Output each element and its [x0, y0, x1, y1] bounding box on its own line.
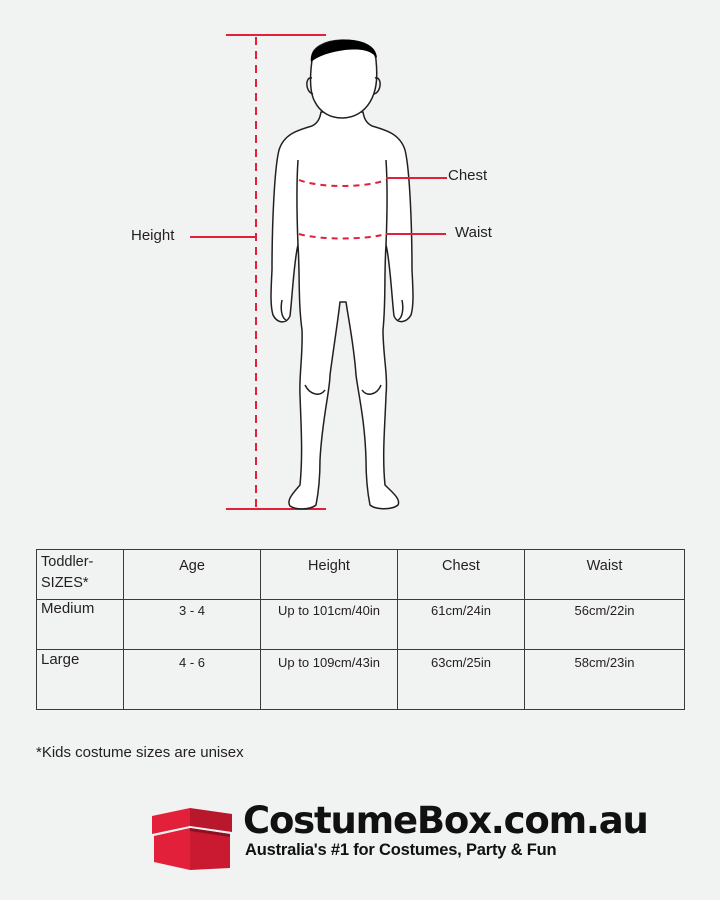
header-height: Height: [261, 550, 398, 600]
row-chest: 63cm/25in: [398, 650, 525, 710]
size-chart-table: [36, 549, 685, 710]
unisex-footnote: *Kids costume sizes are unisex: [36, 744, 244, 761]
waist-label: Waist: [455, 224, 492, 241]
header-chest: Chest: [398, 550, 525, 600]
child-body-outline: [271, 40, 413, 509]
height-label: Height: [131, 227, 175, 244]
row-height: Up to 109cm/43in: [261, 650, 398, 710]
row-height: Up to 101cm/40in: [261, 600, 398, 650]
table-row: [37, 600, 685, 650]
row-age: 4 - 6: [124, 650, 261, 710]
header-waist: Waist: [525, 550, 685, 600]
row-chest: 61cm/24in: [398, 600, 525, 650]
header-size-line2: SIZES*: [41, 575, 89, 591]
brand-tagline: Australia's #1 for Costumes, Party & Fun: [245, 841, 557, 859]
row-waist: 56cm/22in: [525, 600, 685, 650]
brand-name: CostumeBox.com.au: [243, 799, 648, 842]
row-size: Large: [37, 650, 124, 710]
table-header-row: [37, 550, 685, 600]
row-size: Medium: [37, 600, 124, 650]
chest-label: Chest: [448, 167, 488, 184]
table-row: [37, 650, 685, 710]
header-size: [37, 550, 124, 600]
header-age: Age: [124, 550, 261, 600]
row-waist: 58cm/23in: [525, 650, 685, 710]
costume-box-logo-icon: [150, 806, 234, 872]
row-age: 3 - 4: [124, 600, 261, 650]
header-size-line1: Toddler-: [41, 554, 94, 570]
